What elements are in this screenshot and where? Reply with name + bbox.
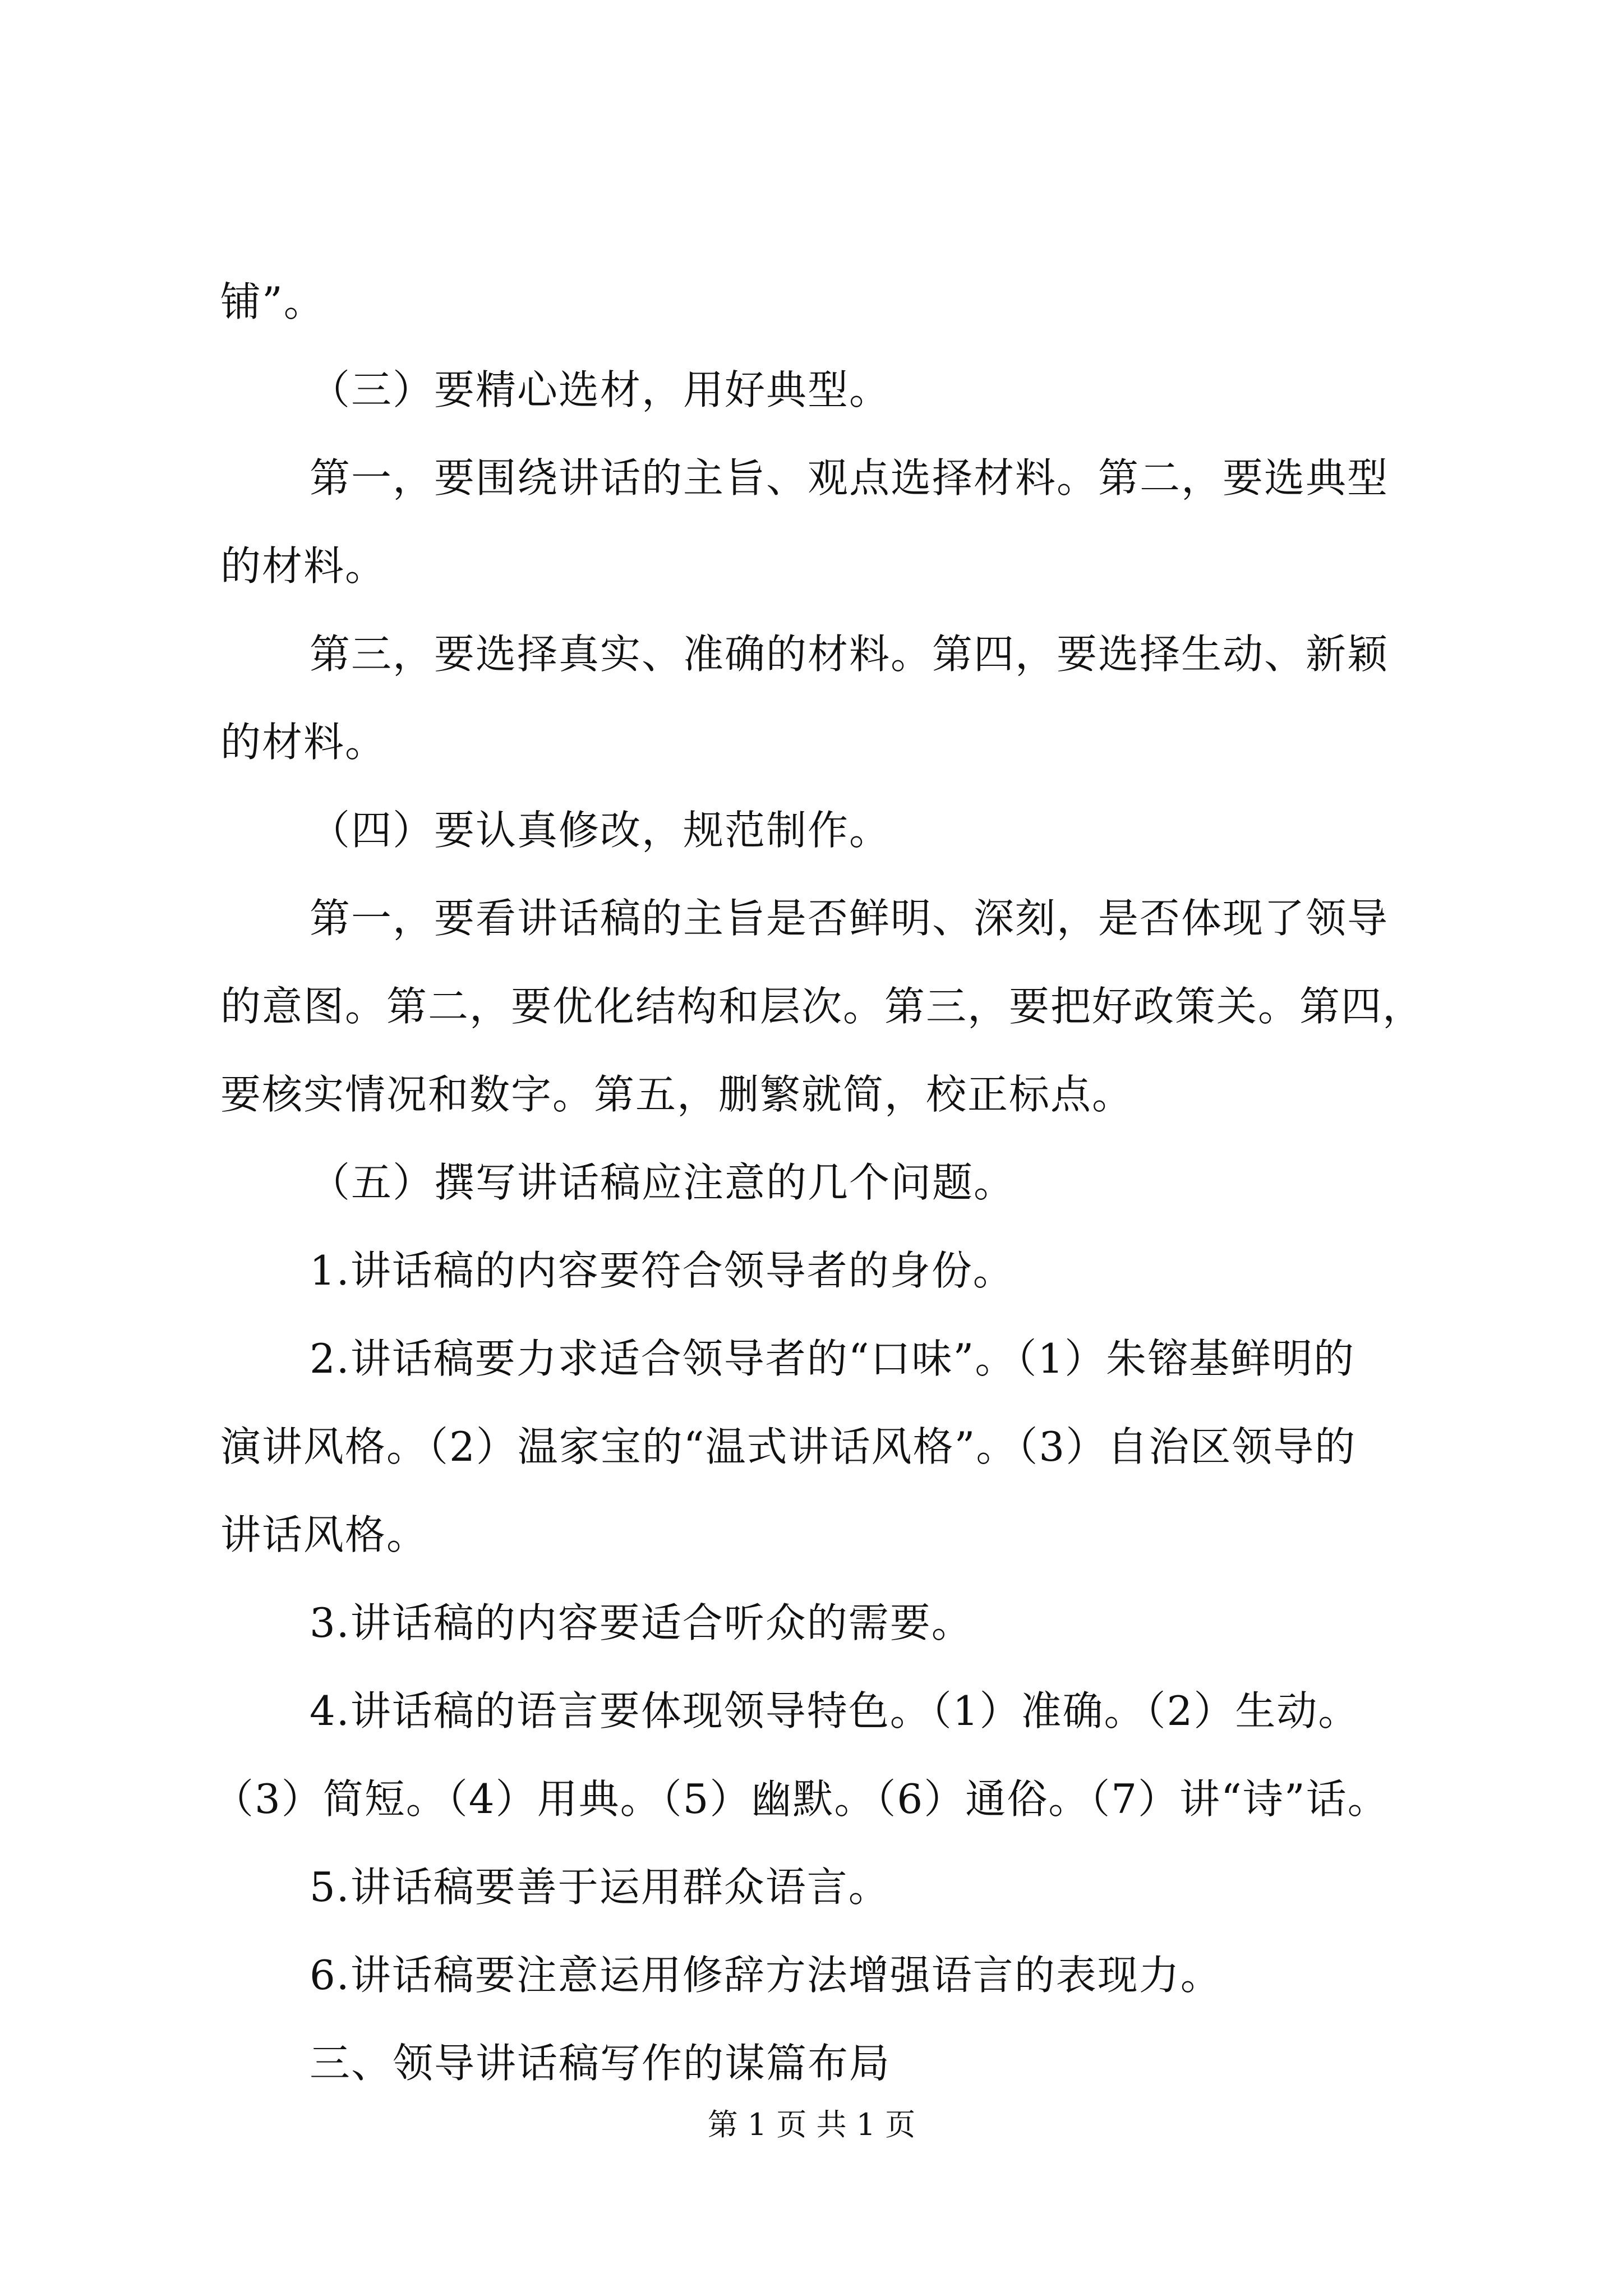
chapter-heading-3: 三、领导讲话稿写作的谋篇布局	[310, 2040, 891, 2087]
section-heading-4: （四）要认真修改，规范制作。	[310, 807, 891, 854]
page-footer: 第 1 页 共 1 页	[707, 2107, 916, 2142]
text-line-8: 第一，要看讲话稿的主旨是否鲜明、深刻，是否体现了领导	[310, 895, 1389, 942]
list-item-6: 6.讲话稿要注意运用修辞方法增强语言的表现力。	[310, 1952, 1222, 1999]
text-line-6: 的材料。	[220, 719, 387, 766]
text-line-9: 的意图。第二，要优化结构和层次。第三，要把好政策关。第四，	[220, 983, 1424, 1030]
list-item-4: 4.讲话稿的语言要体现领导特色。（1）准确。（2）生动。	[310, 1687, 1360, 1734]
list-item-3: 3.讲话稿的内容要适合听众的需要。	[310, 1599, 973, 1646]
text-line-3: 第一，要围绕讲话的主旨、观点选择材料。第二，要选典型	[310, 454, 1389, 501]
section-heading-5: （五）撰写讲话稿应注意的几个问题。	[310, 1159, 1016, 1206]
list-item-4-cont: （3）简短。（4）用典。（5）幽默。（6）通俗。（7）讲“诗”话。	[213, 1775, 1389, 1823]
section-heading-3: （三）要精心选材，用好典型。	[310, 366, 891, 413]
list-item-2-cont-1: 演讲风格。（2）温家宝的“温式讲话风格”。（3）自治区领导的	[220, 1423, 1357, 1470]
text-line-4: 的材料。	[220, 542, 387, 590]
text-line-5: 第三，要选择真实、准确的材料。第四，要选择生动、新颖	[310, 631, 1389, 678]
text-line-10: 要核实情况和数字。第五，删繁就简，校正标点。	[220, 1071, 1134, 1118]
list-item-1: 1.讲话稿的内容要符合领导者的身份。	[310, 1247, 1015, 1294]
list-item-2: 2.讲话稿要力求适合领导者的“口味”。（1）朱镕基鲜明的	[310, 1335, 1355, 1382]
list-item-2-cont-2: 讲话风格。	[220, 1511, 428, 1558]
list-item-5: 5.讲话稿要善于运用群众语言。	[310, 1864, 890, 1911]
text-line-1: 铺”。	[220, 278, 325, 325]
